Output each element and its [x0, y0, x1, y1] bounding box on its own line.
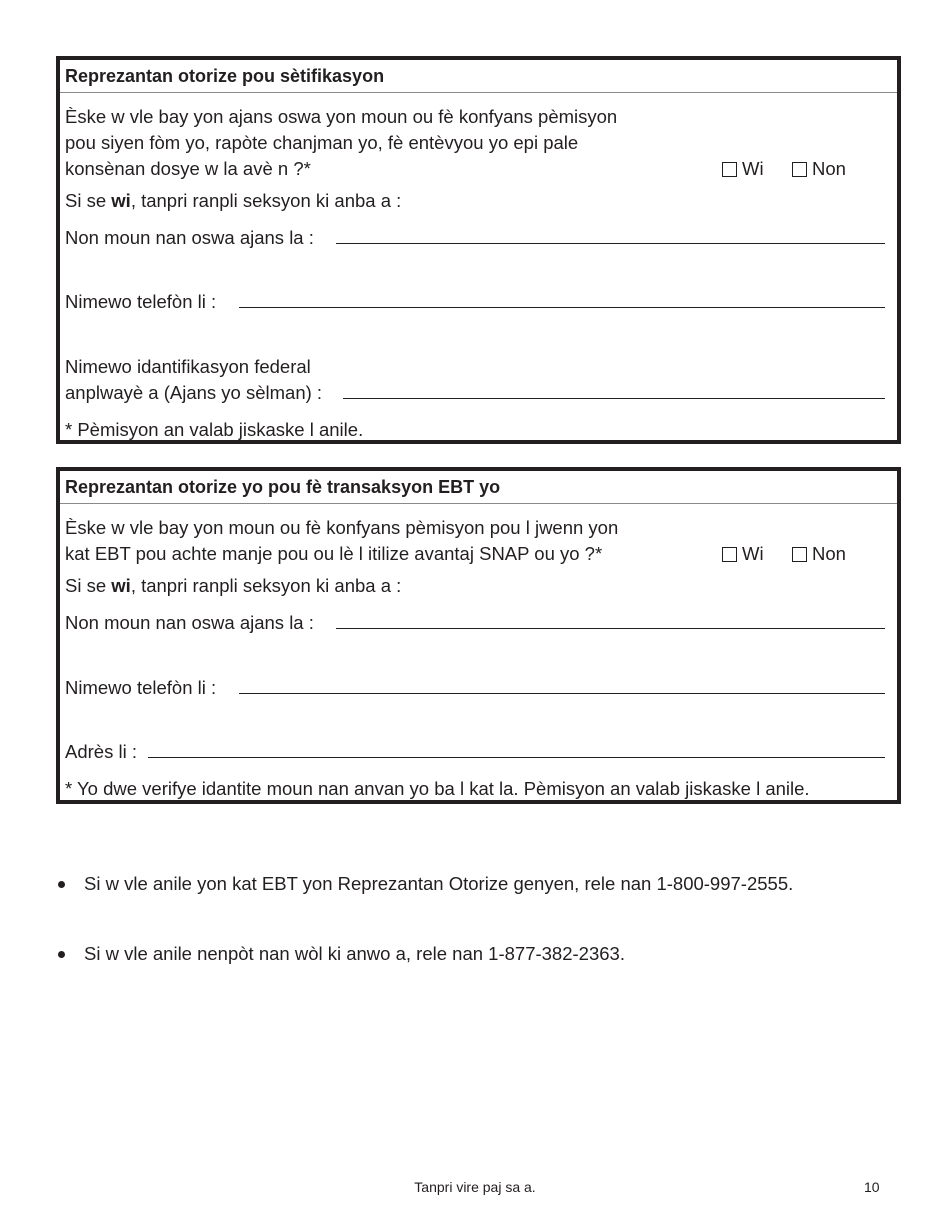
bullet-icon [58, 881, 65, 888]
checkbox-square[interactable] [722, 547, 737, 562]
no-label: Non [812, 158, 846, 179]
phone-field-line[interactable] [239, 307, 885, 308]
question-line: Èske w vle bay yon moun ou fè konfyans pèmisyon pou l jwenn yon [65, 517, 619, 538]
no-checkbox[interactable] [792, 158, 846, 180]
authorized-representative-certification-section [56, 56, 901, 444]
name-field-line[interactable] [336, 628, 885, 629]
question-line: konsènan dosye w la avè n ?* [65, 158, 311, 179]
yes-label: Wi [742, 543, 764, 564]
phone-field-label: Nimewo telefòn li : [65, 677, 217, 698]
phone-field-line[interactable] [239, 693, 885, 694]
list-item [56, 872, 793, 896]
turn-page-note: Tanpri vire paj sa a. [414, 1179, 536, 1195]
section-title: Reprezantan otorize pou sètifikasyon [60, 60, 897, 93]
footnote: * Pèmisyon an valab jiskaske l anile. [65, 419, 364, 440]
fein-field-line[interactable] [343, 398, 885, 399]
checkbox-square[interactable] [722, 162, 737, 177]
footnote: * Yo dwe verifye idantite moun nan anvan yo ba l kat la. Pèmisyon an valab jiskaske l anile. [65, 778, 810, 799]
checkbox-square[interactable] [792, 162, 807, 177]
bullet-icon [58, 951, 65, 958]
name-field-label: Non moun nan oswa ajans la : [65, 612, 314, 633]
question-line: pou siyen fòm yo, rapòte chanjman yo, fè entèvyou yo epi pale [65, 132, 579, 153]
yes-checkbox[interactable] [722, 158, 764, 180]
yes-label: Wi [742, 158, 764, 179]
address-field-label: Adrès li : [65, 741, 137, 762]
page-number: 10 [864, 1179, 880, 1195]
ebt-authorized-representative-section [56, 467, 901, 804]
no-label: Non [812, 543, 846, 564]
fein-field-label: anplwayè a (Ajans yo sèlman) : [65, 382, 323, 403]
fein-field-label: Nimewo idantifikasyon federal [65, 356, 311, 377]
checkbox-square[interactable] [792, 547, 807, 562]
question-line: kat EBT pou achte manje pou ou lè l itilize avantaj SNAP ou yo ?* [65, 543, 603, 564]
no-checkbox[interactable] [792, 543, 846, 565]
instruction: Si se wi, tanpri ranpli seksyon ki anba a : [65, 190, 402, 211]
bullet-text: Si w vle anile nenpòt nan wòl ki anwo a, rele nan 1-877-382-2363. [84, 943, 625, 964]
name-field-line[interactable] [336, 243, 885, 244]
bullet-text: Si w vle anile yon kat EBT yon Reprezantan Otorize genyen, rele nan 1-800-997-2555. [84, 873, 794, 894]
name-field-label: Non moun nan oswa ajans la : [65, 227, 314, 248]
list-item [56, 942, 625, 966]
address-field-line[interactable] [148, 757, 885, 758]
phone-field-label: Nimewo telefòn li : [65, 291, 217, 312]
question-line: Èske w vle bay yon ajans oswa yon moun ou fè konfyans pèmisyon [65, 106, 618, 127]
instruction: Si se wi, tanpri ranpli seksyon ki anba a : [65, 575, 402, 596]
yes-checkbox[interactable] [722, 543, 764, 565]
section-title: Reprezantan otorize yo pou fè transaksyon EBT yo [60, 471, 897, 504]
